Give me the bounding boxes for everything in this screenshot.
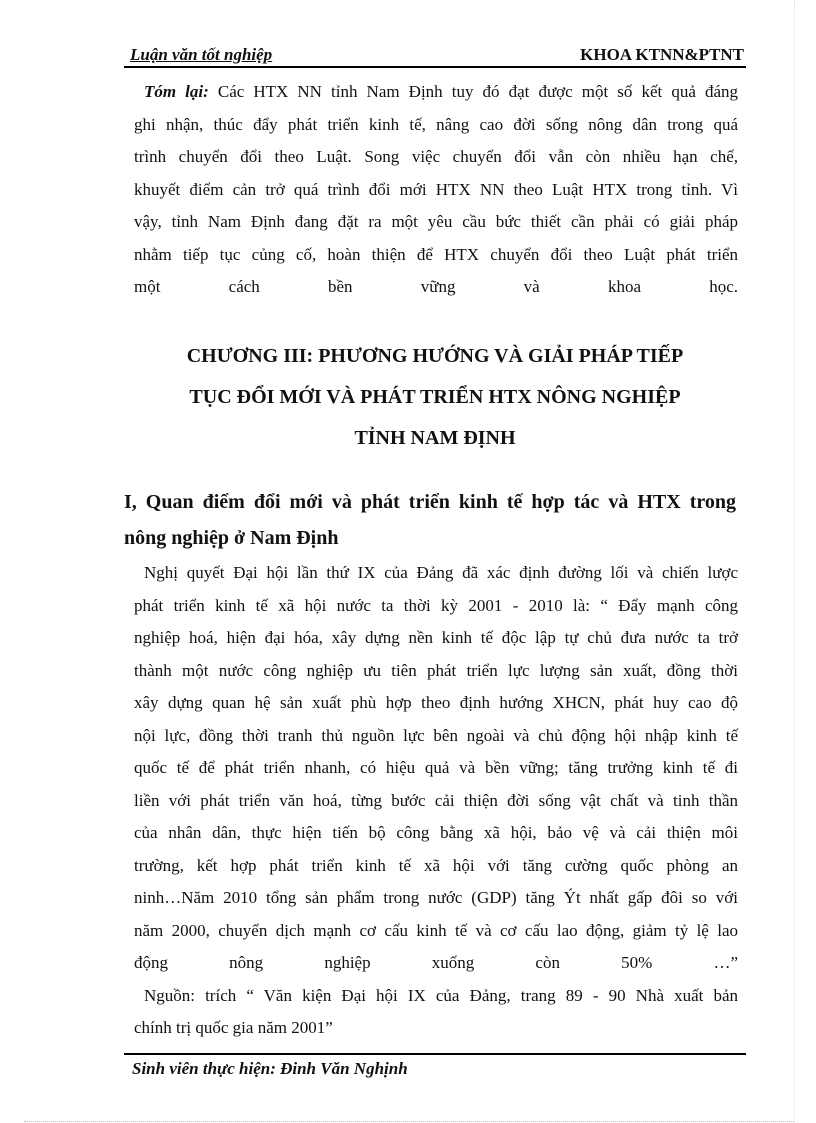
- summary-line: vậy, tỉnh Nam Định đang đặt ra một yêu cầu bức thiết cần phải có giải pháp: [134, 212, 738, 231]
- page-edge-bottom: [24, 1121, 794, 1122]
- page-edge-right: [794, 0, 795, 1122]
- header-faculty-label: KHOA KTNN&PTNT: [580, 45, 744, 64]
- body-line: phát triển kinh tế xã hội nước ta thời kỳ 2001 - 2010 là: “ Đẩy mạnh công: [134, 595, 738, 615]
- section-heading-line: nông nghiệp ở Nam Định: [124, 527, 339, 549]
- summary-lead: Tóm lại:: [144, 82, 209, 101]
- body-line: nghiệp hoá, hiện đại hóa, xây dựng nền kinh tế độc lập tự chủ đưa nước ta trở: [134, 628, 738, 647]
- chapter-title-line: TỤC ĐỔI MỚI VÀ PHÁT TRIỂN HTX NÔNG NGHIỆP: [189, 386, 681, 408]
- summary-line: ghi nhận, thúc đẩy phát triển kinh tế, nâng cao đời sống nông dân trong quá: [134, 114, 738, 134]
- summary-line: nhằm tiếp tục củng cố, hoàn thiện để HTX chuyển đổi theo Luật phát triển: [134, 244, 738, 264]
- body-line: động nông nghiệp xuống còn 50% …”: [134, 953, 738, 972]
- body-line: năm 2000, chuyển dịch mạnh cơ cấu kinh tế và cơ cấu lao động, giảm tỷ lệ lao: [134, 920, 738, 940]
- summary-line: trình chuyển đổi theo Luật. Song việc chuyển đổi vẫn còn nhiều hạn chế,: [134, 147, 738, 166]
- body-line: xây dựng quan hệ sản xuất phù hợp theo định hướng XHCN, phát huy cao độ: [134, 693, 738, 712]
- summary-line: khuyết điểm cản trở quá trình đổi mới HTX NN theo Luật HTX trong tỉnh. Vì: [134, 179, 738, 199]
- page-header: [124, 44, 746, 68]
- body-line: nội lực, đồng thời tranh thủ nguồn lực bên ngoài và chủ động hội nhập kinh tế: [134, 725, 738, 745]
- summary-line: [134, 76, 738, 109]
- body-line: ninh…Năm 2010 tổng sản phẩm trong nước (GDP) tăng Ýt nhất gấp đôi so với: [134, 888, 738, 907]
- body-line: quốc tế để phát triển nhanh, có hiệu quả và bền vững; tăng trưởng kinh tế đi: [134, 758, 738, 777]
- body-line: chính trị quốc gia năm 2001”: [134, 1018, 333, 1037]
- section-heading: [124, 484, 736, 556]
- body-line: Nghị quyết Đại hội lần thứ IX của Đảng đã xác định đường lối và chiến lược: [144, 563, 738, 582]
- chapter-title-line: TỈNH NAM ĐỊNH: [354, 427, 516, 449]
- body-line: liền với phát triển văn hoá, từng bước cải thiện đời sống vật chất và tinh thần: [134, 790, 738, 810]
- footer-rule: [124, 1053, 746, 1055]
- summary-line-text: Các HTX NN tỉnh Nam Định tuy đó đạt được một số kết quả đáng: [208, 82, 738, 101]
- body-line: thành một nước công nghiệp ưu tiên phát triển lực lượng sản xuất, đồng thời: [134, 660, 738, 680]
- section-heading-line: I, Quan điểm đổi mới và phát triển kinh tế hợp tác và HTX trong: [124, 491, 736, 513]
- body-paragraph: [134, 557, 738, 1045]
- body-line: trường, kết hợp phát triển kinh tế xã hội với tăng cường quốc phòng an: [134, 855, 738, 875]
- footer-author: Sinh viên thực hiện: Đinh Văn Nghịnh: [132, 1059, 408, 1078]
- summary-line: một cách bền vững và khoa học.: [134, 277, 738, 296]
- body-line: Nguồn: trích “ Văn kiện Đại hội IX của Đảng, trang 89 - 90 Nhà xuất bản: [144, 985, 738, 1005]
- header-thesis-label: Luận văn tốt nghiệp: [130, 45, 273, 64]
- chapter-title-line: CHƯƠNG III: PHƯƠNG HƯỚNG VÀ GIẢI PHÁP TIẾP: [186, 345, 684, 367]
- chapter-title: [124, 336, 746, 459]
- summary-paragraph: [134, 76, 738, 304]
- body-line: của nhân dân, thực hiện tiến bộ công bằng xã hội, bảo vệ và cải thiện môi: [134, 823, 738, 842]
